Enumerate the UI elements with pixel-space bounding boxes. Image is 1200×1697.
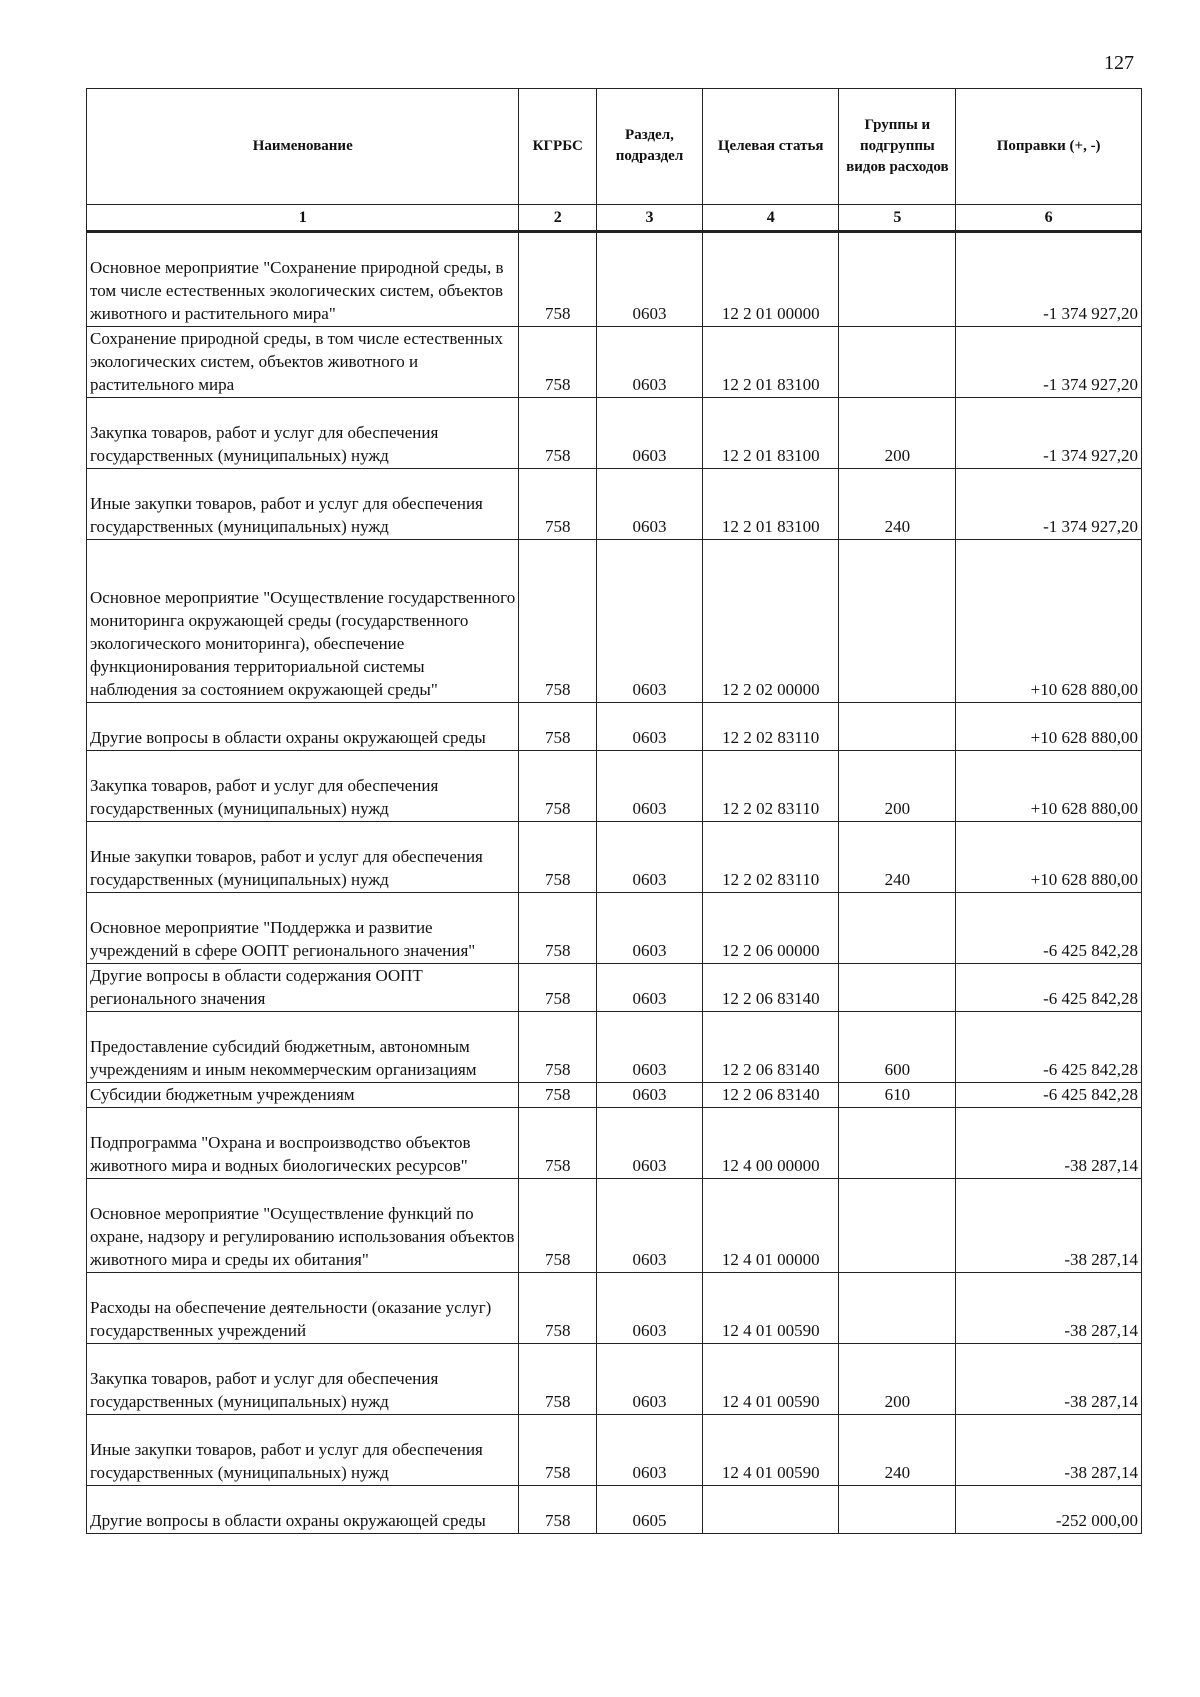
row-target: 12 2 06 00000 <box>702 893 839 964</box>
row-name: Предоставление субсидий бюджетным, автономным учреждениям и иным некоммерческим организациям <box>87 1012 519 1083</box>
row-name: Закупка товаров, работ и услуг для обеспечения государственных (муниципальных) нужд <box>87 398 519 469</box>
row-group: 200 <box>839 1344 956 1415</box>
row-target: 12 2 02 83110 <box>702 751 839 822</box>
row-section: 0603 <box>597 1273 703 1344</box>
row-kgrbs: 758 <box>519 1415 597 1486</box>
row-kgrbs: 758 <box>519 751 597 822</box>
row-name: Основное мероприятие "Осуществление государственного мониторинга окружающей среды (государственного экологического мониторинга), обеспечение функционирования территориальной системы наблюдения за состоянием окружающей среды" <box>87 540 519 703</box>
row-amount: -38 287,14 <box>956 1344 1142 1415</box>
row-amount: -38 287,14 <box>956 1273 1142 1344</box>
row-section: 0603 <box>597 703 703 751</box>
row-amount: +10 628 880,00 <box>956 540 1142 703</box>
row-target: 12 4 01 00590 <box>702 1273 839 1344</box>
row-name: Основное мероприятие "Сохранение природной среды, в том числе естественных экологических систем, объектов животного и растительного мира" <box>87 232 519 327</box>
row-kgrbs: 758 <box>519 398 597 469</box>
row-group: 200 <box>839 751 956 822</box>
row-section: 0603 <box>597 893 703 964</box>
row-kgrbs: 758 <box>519 469 597 540</box>
row-target: 12 2 02 83110 <box>702 703 839 751</box>
row-target: 12 2 06 83140 <box>702 1083 839 1108</box>
row-amount: -6 425 842,28 <box>956 1083 1142 1108</box>
row-name: Закупка товаров, работ и услуг для обеспечения государственных (муниципальных) нужд <box>87 1344 519 1415</box>
row-kgrbs: 758 <box>519 540 597 703</box>
header-amendments: Поправки (+, -) <box>956 89 1142 205</box>
row-kgrbs: 758 <box>519 964 597 1012</box>
row-amount: -1 374 927,20 <box>956 232 1142 327</box>
row-amount: -6 425 842,28 <box>956 964 1142 1012</box>
row-kgrbs: 758 <box>519 1486 597 1534</box>
row-group <box>839 703 956 751</box>
row-kgrbs: 758 <box>519 893 597 964</box>
header-name: Наименование <box>87 89 519 205</box>
row-group: 240 <box>839 822 956 893</box>
row-group <box>839 327 956 398</box>
row-name: Иные закупки товаров, работ и услуг для обеспечения государственных (муниципальных) нужд <box>87 469 519 540</box>
row-target: 12 4 01 00000 <box>702 1179 839 1273</box>
row-group: 240 <box>839 469 956 540</box>
table-row <box>87 1273 1142 1344</box>
row-section: 0603 <box>597 232 703 327</box>
column-number-row <box>87 205 1142 232</box>
header-section: Раздел, подраздел <box>597 89 703 205</box>
row-target: 12 2 06 83140 <box>702 1012 839 1083</box>
table-row <box>87 1486 1142 1534</box>
row-kgrbs: 758 <box>519 1179 597 1273</box>
table-row <box>87 703 1142 751</box>
row-target: 12 2 02 83110 <box>702 822 839 893</box>
table-row <box>87 1012 1142 1083</box>
row-kgrbs: 758 <box>519 1344 597 1415</box>
column-number: 6 <box>956 205 1142 232</box>
row-group <box>839 540 956 703</box>
table-row <box>87 398 1142 469</box>
row-group <box>839 1108 956 1179</box>
table-row <box>87 232 1142 327</box>
row-amount: +10 628 880,00 <box>956 703 1142 751</box>
row-group: 600 <box>839 1012 956 1083</box>
row-group <box>839 232 956 327</box>
column-number: 4 <box>702 205 839 232</box>
row-group: 610 <box>839 1083 956 1108</box>
row-name: Субсидии бюджетным учреждениям <box>87 1083 519 1108</box>
row-target: 12 2 01 83100 <box>702 398 839 469</box>
header-groups: Группы и подгруппы видов расходов <box>839 89 956 205</box>
row-name: Подпрограмма "Охрана и воспроизводство объектов животного мира и водных биологических ресурсов" <box>87 1108 519 1179</box>
row-kgrbs: 758 <box>519 822 597 893</box>
row-section: 0603 <box>597 822 703 893</box>
column-number: 3 <box>597 205 703 232</box>
row-amount: -38 287,14 <box>956 1179 1142 1273</box>
row-section: 0603 <box>597 751 703 822</box>
header-kgrbs: КГРБС <box>519 89 597 205</box>
row-name: Другие вопросы в области охраны окружающей среды <box>87 1486 519 1534</box>
table-row <box>87 540 1142 703</box>
row-group <box>839 1179 956 1273</box>
table-row <box>87 1083 1142 1108</box>
column-number: 1 <box>87 205 519 232</box>
row-group <box>839 1273 956 1344</box>
table-row <box>87 964 1142 1012</box>
row-target: 12 4 01 00590 <box>702 1415 839 1486</box>
row-name: Основное мероприятие "Осуществление функций по охране, надзору и регулированию использования объектов животного мира и среды их обитания" <box>87 1179 519 1273</box>
row-section: 0603 <box>597 964 703 1012</box>
row-name: Основное мероприятие "Поддержка и развитие учреждений в сфере ООПТ регионального значения" <box>87 893 519 964</box>
row-section: 0603 <box>597 540 703 703</box>
row-amount: -38 287,14 <box>956 1415 1142 1486</box>
row-name: Иные закупки товаров, работ и услуг для обеспечения государственных (муниципальных) нужд <box>87 822 519 893</box>
row-name: Сохранение природной среды, в том числе естественных экологических систем, объектов животного и растительного мира <box>87 327 519 398</box>
row-section: 0603 <box>597 398 703 469</box>
row-group <box>839 1486 956 1534</box>
table-row <box>87 1179 1142 1273</box>
row-section: 0603 <box>597 1415 703 1486</box>
table-row <box>87 751 1142 822</box>
row-kgrbs: 758 <box>519 703 597 751</box>
table-row <box>87 1344 1142 1415</box>
row-target: 12 2 06 83140 <box>702 964 839 1012</box>
row-name: Другие вопросы в области содержания ООПТ регионального значения <box>87 964 519 1012</box>
table-row <box>87 1415 1142 1486</box>
row-kgrbs: 758 <box>519 1273 597 1344</box>
row-section: 0603 <box>597 1083 703 1108</box>
row-amount: -6 425 842,28 <box>956 1012 1142 1083</box>
row-section: 0605 <box>597 1486 703 1534</box>
row-name: Другие вопросы в области охраны окружающей среды <box>87 703 519 751</box>
row-target <box>702 1486 839 1534</box>
row-group <box>839 893 956 964</box>
row-target: 12 2 01 83100 <box>702 469 839 540</box>
row-kgrbs: 758 <box>519 232 597 327</box>
row-target: 12 4 00 00000 <box>702 1108 839 1179</box>
row-amount: -252 000,00 <box>956 1486 1142 1534</box>
row-target: 12 2 01 00000 <box>702 232 839 327</box>
table-row <box>87 822 1142 893</box>
row-amount: -1 374 927,20 <box>956 327 1142 398</box>
row-section: 0603 <box>597 1344 703 1415</box>
row-group <box>839 964 956 1012</box>
table-row <box>87 1108 1142 1179</box>
row-target: 12 2 01 83100 <box>702 327 839 398</box>
header-target: Целевая статья <box>702 89 839 205</box>
row-group: 200 <box>839 398 956 469</box>
row-target: 12 4 01 00590 <box>702 1344 839 1415</box>
row-section: 0603 <box>597 1179 703 1273</box>
row-target: 12 2 02 00000 <box>702 540 839 703</box>
row-kgrbs: 758 <box>519 1108 597 1179</box>
row-amount: -1 374 927,20 <box>956 398 1142 469</box>
row-amount: -6 425 842,28 <box>956 893 1142 964</box>
table-header-row <box>87 89 1142 205</box>
row-kgrbs: 758 <box>519 1083 597 1108</box>
table-row <box>87 469 1142 540</box>
row-group: 240 <box>839 1415 956 1486</box>
row-name: Иные закупки товаров, работ и услуг для обеспечения государственных (муниципальных) нужд <box>87 1415 519 1486</box>
row-section: 0603 <box>597 1108 703 1179</box>
row-kgrbs: 758 <box>519 327 597 398</box>
row-amount: -1 374 927,20 <box>956 469 1142 540</box>
budget-amendments-table <box>86 88 1142 1534</box>
column-number: 2 <box>519 205 597 232</box>
row-section: 0603 <box>597 327 703 398</box>
row-name: Расходы на обеспечение деятельности (оказание услуг) государственных учреждений <box>87 1273 519 1344</box>
page-number: 127 <box>1104 52 1134 74</box>
row-amount: +10 628 880,00 <box>956 751 1142 822</box>
row-amount: -38 287,14 <box>956 1108 1142 1179</box>
row-kgrbs: 758 <box>519 1012 597 1083</box>
table-row <box>87 893 1142 964</box>
column-number: 5 <box>839 205 956 232</box>
row-amount: +10 628 880,00 <box>956 822 1142 893</box>
row-section: 0603 <box>597 469 703 540</box>
table-row <box>87 327 1142 398</box>
row-name: Закупка товаров, работ и услуг для обеспечения государственных (муниципальных) нужд <box>87 751 519 822</box>
row-section: 0603 <box>597 1012 703 1083</box>
